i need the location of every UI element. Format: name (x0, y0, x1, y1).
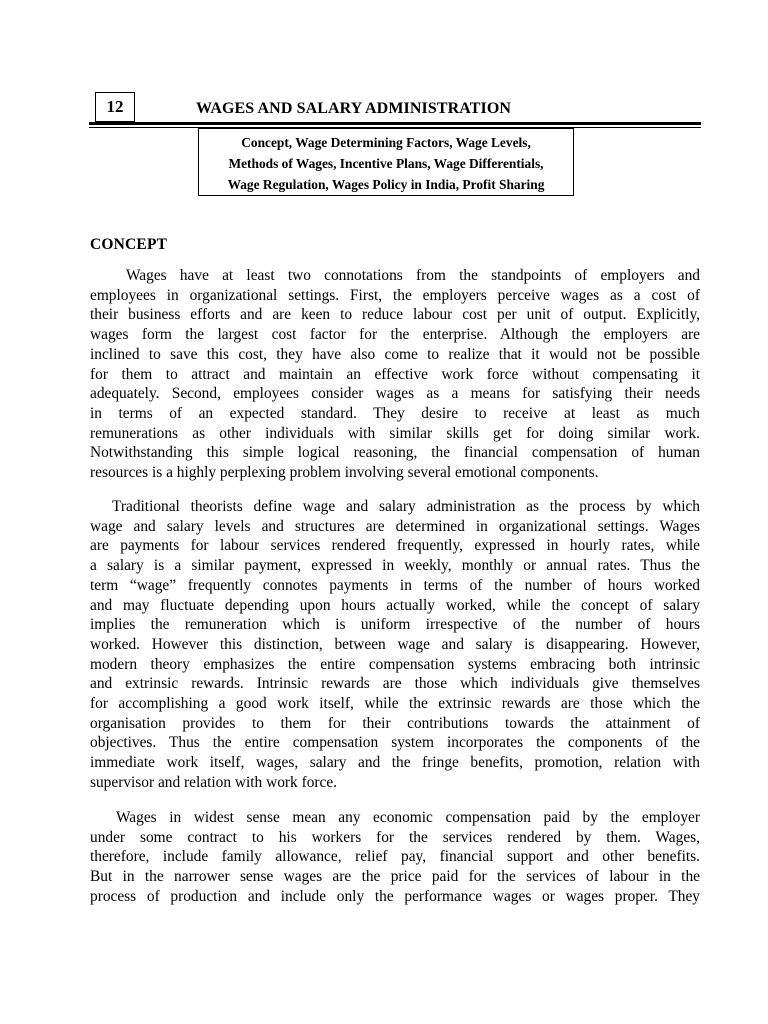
text-line: inclined to save this cost, they have also come to realize that it would not be possible (90, 345, 700, 363)
paragraph (90, 808, 700, 907)
text-line: wages form the largest cost factor for the enterprise. Although the employers are (90, 326, 700, 344)
text-line: remunerations as other individuals with similar skills get for doing similar work. (90, 424, 700, 442)
text-line: But in the narrower sense wages are the price paid for the services of labour in the (90, 868, 700, 886)
topics-line: Wage Regulation, Wages Policy in India, Profit Sharing (227, 177, 545, 192)
paragraph (90, 497, 700, 793)
text-line: and extrinsic rewards. Intrinsic rewards are those which individuals give themselves (90, 675, 700, 693)
text-line: worked. However this distinction, between wage and salary is disappearing. However, (90, 635, 700, 653)
chapter-header (89, 92, 701, 128)
text-line: in terms of an expected standard. They desire to receive at least as much (90, 404, 700, 422)
text-line: Wages have at least two connotations from the standpoints of employers and (126, 267, 700, 284)
chapter-number: 12 (95, 92, 135, 122)
text-line: wage and salary levels and structures are determined in organizational settings. Wages (90, 517, 700, 535)
text-line: for them to attract and maintain an effective work force without compensating it (90, 365, 700, 383)
topics-line: Methods of Wages, Incentive Plans, Wage Differentials, (228, 156, 544, 171)
chapter-topics-box (198, 128, 574, 196)
text-line: implies the remuneration which is uniform irrespective of the number of hours (90, 616, 700, 634)
topics-line: Concept, Wage Determining Factors, Wage Levels, (241, 135, 531, 150)
text-line: are payments for labour services rendered frequently, expressed in hourly rates, while (90, 537, 700, 555)
body-paragraph-2 (90, 497, 700, 793)
body-paragraph-3 (90, 808, 700, 907)
section-heading: CONCEPT (90, 236, 168, 253)
text-line: resources is a highly perplexing problem involving several emotional components. (90, 464, 599, 482)
text-line: Notwithstanding this simple logical reasoning, the financial compensation of human (90, 444, 700, 462)
text-line: supervisor and relation with work force. (90, 773, 338, 791)
text-line: adequately. Second, employees consider wages as a means for satisfying their needs (90, 385, 700, 403)
text-line: term “wage” frequently connotes payments in terms of the number of hours worked (90, 576, 700, 594)
text-line: Traditional theorists define wage and salary administration as the process by which (112, 498, 700, 515)
text-line: therefore, include family allowance, relief pay, financial support and other benefits. (90, 848, 700, 866)
text-line: their business efforts and are keen to reduce labour cost per unit of output. Explicitly, (90, 306, 700, 324)
text-line: Wages in widest sense mean any economic compensation paid by the employer (116, 809, 700, 826)
text-line: under some contract to his workers for the services rendered by them. Wages, (90, 828, 700, 846)
text-line: for accomplishing a good work itself, while the extrinsic rewards are those which the (90, 695, 700, 713)
text-line: organisation provides to them for their contributions towards the attainment of (90, 714, 700, 732)
text-line: a salary is a similar payment, expressed in weekly, monthly or annual rates. Thus the (90, 557, 700, 575)
chapter-title: WAGES AND SALARY ADMINISTRATION (196, 100, 512, 117)
body-paragraph-1 (90, 266, 700, 483)
paragraph (90, 266, 700, 483)
text-line: immediate work itself, wages, salary and the fringe benefits, promotion, relation with (90, 754, 700, 772)
text-line: objectives. Thus the entire compensation system incorporates the components of the (90, 734, 700, 752)
header-rule-thick (89, 122, 701, 125)
text-line: and may fluctuate depending upon hours actually worked, while the concept of salary (90, 596, 700, 614)
text-line: employees in organizational settings. First, the employers perceive wages as a cost of (90, 286, 700, 304)
text-line: modern theory emphasizes the entire compensation systems embracing both intrinsic (90, 655, 700, 673)
text-line: process of production and include only the performance wages or wages proper. They (90, 887, 700, 905)
